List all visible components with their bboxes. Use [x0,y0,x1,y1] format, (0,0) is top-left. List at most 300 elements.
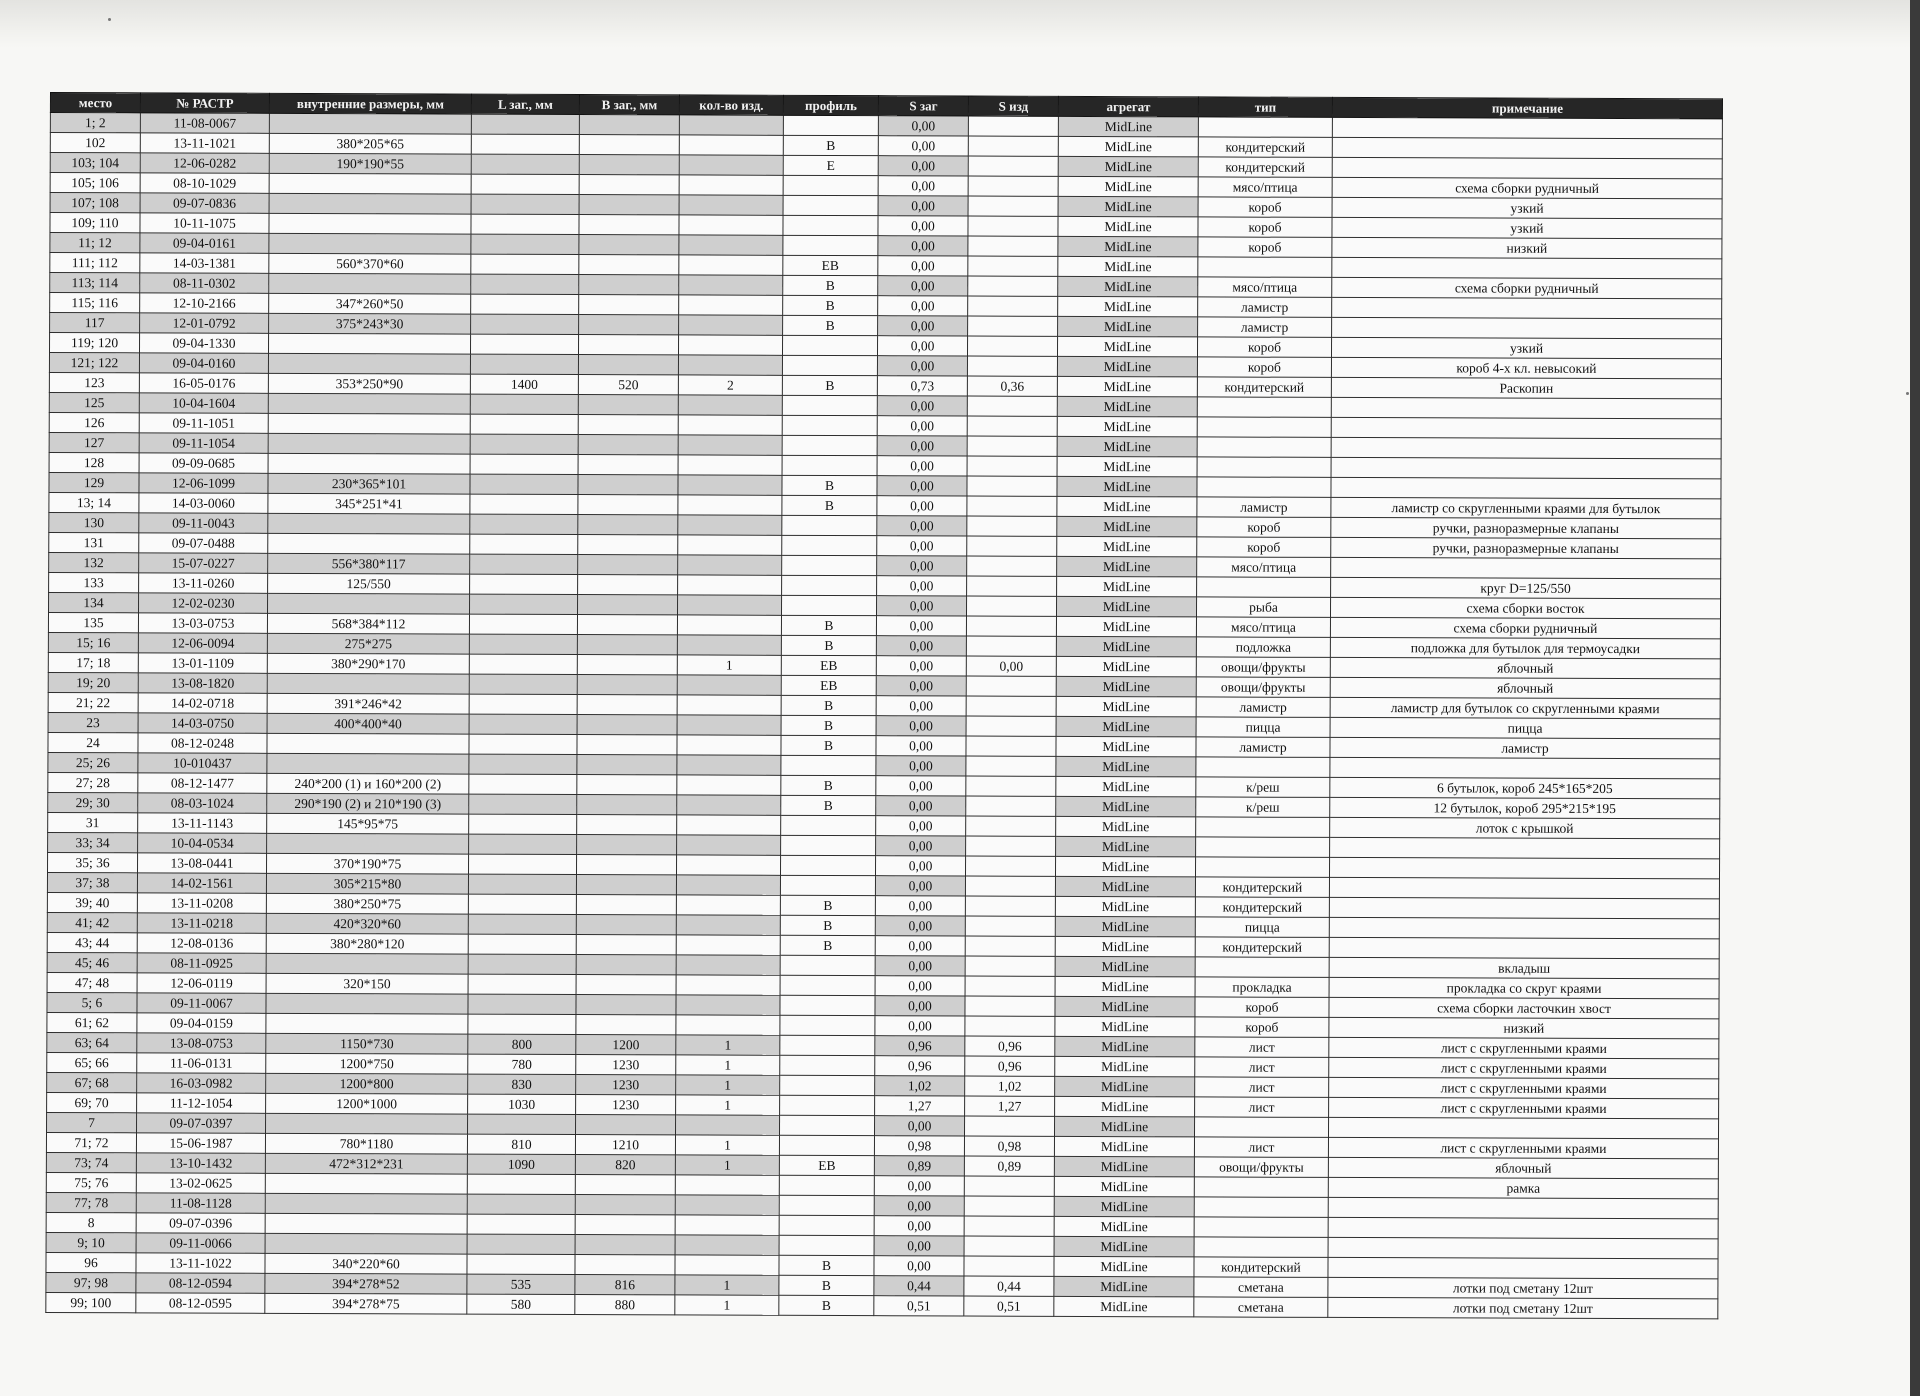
cell-type: сметана [1194,1297,1328,1318]
cell-unit: MidLine [1056,636,1196,657]
cell-note: круг D=125/550 [1331,577,1721,598]
cell-profile [782,395,877,415]
cell-unit: MidLine [1054,1116,1194,1137]
cell-rastr-number: 12-06-0282 [140,153,269,173]
cell-s-product [967,436,1057,456]
cell-type [1195,957,1329,978]
cell-profile [782,335,877,355]
cell-b-blank [579,115,679,135]
cell-unit: MidLine [1057,396,1197,417]
cell-s-blank: 0,00 [876,636,966,656]
cell-type [1196,817,1330,838]
cell-unit: MidLine [1058,136,1198,157]
cell-note: лоток с крышкой [1330,817,1720,838]
cell-l-blank: 780 [468,1054,576,1074]
cell-profile [781,595,876,615]
cell-place: 25; 26 [48,752,138,772]
cell-b-blank [579,235,679,255]
cell-inner-size [268,513,470,534]
cell-profile [780,1035,875,1055]
cell-place: 107; 108 [50,193,140,213]
cell-type: лист [1195,1077,1329,1098]
cell-s-product [965,856,1055,876]
cell-s-product [966,716,1056,736]
cell-quantity [679,115,783,135]
cell-l-blank [468,894,576,914]
cell-profile [783,195,878,215]
cell-unit: MidLine [1058,176,1198,197]
cell-inner-size: 780*1180 [265,1133,467,1154]
cell-unit: MidLine [1054,1196,1194,1217]
cell-type [1198,117,1332,138]
cell-note [1331,477,1721,498]
cell-inner-size: 230*365*101 [268,473,470,494]
cell-note: ламистр для бутылок со скругленными краями [1330,697,1720,718]
cell-s-blank: 0,00 [878,116,968,136]
cell-b-blank: 1230 [576,1055,676,1075]
cell-s-blank: 0,00 [874,1256,964,1276]
cell-s-blank: 0,00 [875,916,965,936]
cell-type: короб [1195,1017,1329,1038]
cell-type: короб [1195,997,1329,1018]
cell-profile [782,575,877,595]
column-header: S изд [968,96,1058,116]
cell-type [1194,1237,1328,1258]
cell-b-blank [578,355,678,375]
cell-quantity: 2 [678,375,782,395]
cell-s-blank: 1,27 [875,1096,965,1116]
cell-place: 130 [49,512,139,532]
cell-l-blank [471,114,579,134]
cell-note [1332,317,1722,338]
cell-s-blank: 0,00 [877,556,967,576]
cell-s-blank: 0,00 [875,976,965,996]
cell-rastr-number: 13-11-0208 [137,893,266,913]
cell-b-blank [576,855,676,875]
cell-b-blank [577,835,677,855]
cell-note [1329,917,1719,938]
cell-unit: MidLine [1054,1256,1194,1277]
cell-s-product [966,776,1056,796]
cell-s-product: 0,98 [964,1136,1054,1156]
cell-s-product [965,916,1055,936]
cell-inner-size [268,413,470,434]
cell-s-product [964,1236,1054,1256]
cell-b-blank [575,1255,675,1275]
cell-note [1332,117,1722,138]
cell-unit: MidLine [1057,356,1197,377]
cell-profile: B [781,715,876,735]
cell-b-blank [576,1115,676,1135]
cell-s-blank: 0,96 [875,1036,965,1056]
cell-inner-size [265,1193,467,1214]
cell-s-product [968,296,1058,316]
cell-unit: MidLine [1056,696,1196,717]
cell-b-blank [579,255,679,275]
cell-inner-size: 190*190*55 [269,153,471,174]
cell-quantity: 1 [676,1035,780,1055]
cell-b-blank [578,555,678,575]
cell-s-product [967,516,1057,536]
cell-quantity [677,615,781,635]
cell-unit: MidLine [1055,856,1195,877]
cell-s-product [967,356,1057,376]
cell-l-blank: 1090 [467,1154,575,1174]
cell-type: ламистр [1198,317,1332,338]
cell-unit: MidLine [1054,1156,1194,1177]
cell-profile: B [781,695,876,715]
cell-inner-size [268,433,470,454]
cell-quantity [678,435,782,455]
column-header: примечание [1332,97,1722,118]
cell-type [1197,417,1331,438]
cell-quantity [679,295,783,315]
cell-inner-size: 305*215*80 [266,873,468,894]
cell-quantity [676,875,780,895]
cell-quantity: 1 [676,1095,780,1115]
cell-inner-size: 1200*750 [266,1053,468,1074]
cell-s-blank: 0,89 [874,1156,964,1176]
cell-b-blank [578,395,678,415]
data-table [45,92,1723,1319]
cell-unit: MidLine [1058,156,1198,177]
cell-s-blank: 0,00 [878,296,968,316]
cell-inner-size [268,393,470,414]
cell-l-blank [470,354,578,374]
cell-type [1196,757,1330,778]
cell-b-blank [576,1015,676,1035]
cell-s-product [964,1196,1054,1216]
cell-unit: MidLine [1058,316,1198,337]
cell-profile: B [782,375,877,395]
cell-b-blank [577,735,677,755]
cell-unit: MidLine [1058,256,1198,277]
cell-s-blank: 0,00 [876,616,966,636]
cell-profile: B [781,615,876,635]
cell-unit: MidLine [1055,936,1195,957]
cell-b-blank [577,715,677,735]
cell-b-blank [578,515,678,535]
cell-place: 131 [49,532,139,552]
cell-b-blank: 880 [575,1295,675,1315]
cell-unit: MidLine [1055,956,1195,977]
cell-profile [780,875,875,895]
cell-note: пицца [1330,717,1720,738]
cell-inner-size [267,753,469,774]
cell-profile [779,1215,874,1235]
cell-type: подложка [1196,637,1330,658]
cell-profile: B [782,495,877,515]
cell-place: 115; 116 [50,293,140,313]
cell-type [1197,457,1331,478]
cell-s-blank: 0,00 [878,156,968,176]
cell-b-blank: 1230 [576,1075,676,1095]
cell-place: 37; 38 [47,872,137,892]
cell-rastr-number: 10-11-1075 [140,213,269,233]
cell-inner-size: 353*250*90 [268,373,470,394]
cell-quantity [677,695,781,715]
cell-s-product [967,456,1057,476]
cell-type: ламистр [1198,297,1332,318]
cell-rastr-number: 10-010437 [138,753,267,773]
cell-profile: B [783,315,878,335]
cell-s-product [966,836,1056,856]
cell-quantity [678,415,782,435]
cell-unit: MidLine [1055,1056,1195,1077]
column-header: агрегат [1058,96,1198,117]
cell-s-product [966,816,1056,836]
cell-inner-size: 472*312*231 [265,1153,467,1174]
cell-unit: MidLine [1057,476,1197,497]
cell-unit: MidLine [1057,436,1197,457]
cell-type: мясо/птица [1196,617,1330,638]
cell-s-blank: 0,00 [877,456,967,476]
cell-unit: MidLine [1055,1016,1195,1037]
cell-note: вкладыш [1329,957,1719,978]
cell-quantity: 1 [676,1075,780,1095]
cell-place: 33; 34 [48,832,138,852]
cell-s-product [967,496,1057,516]
cell-s-blank: 0,00 [878,316,968,336]
cell-note: 12 бутылок, короб 295*215*195 [1330,797,1720,818]
cell-inner-size [269,213,471,234]
cell-l-blank [467,1214,575,1234]
cell-b-blank [576,915,676,935]
cell-s-blank: 0,00 [876,776,966,796]
cell-quantity [678,335,782,355]
cell-l-blank [467,1254,575,1274]
cell-b-blank [577,635,677,655]
cell-inner-size: 420*320*60 [266,913,468,934]
cell-s-blank: 0,00 [874,1236,964,1256]
cell-b-blank [578,495,678,515]
cell-unit: MidLine [1056,816,1196,837]
cell-type: короб [1197,537,1331,558]
cell-note: узкий [1332,197,1722,218]
cell-b-blank [578,535,678,555]
cell-unit: MidLine [1055,1096,1195,1117]
cell-quantity [677,835,781,855]
cell-type [1194,1117,1328,1138]
cell-s-blank: 0,00 [876,756,966,776]
cell-unit: MidLine [1057,536,1197,557]
column-header: внутренние размеры, мм [269,93,471,114]
cell-type: кондитерский [1195,897,1329,918]
cell-profile: B [780,895,875,915]
cell-rastr-number: 12-08-0136 [137,933,266,953]
cell-profile [780,855,875,875]
cell-note [1330,757,1720,778]
cell-unit: MidLine [1055,896,1195,917]
cell-profile [780,975,875,995]
cell-rastr-number: 13-08-0753 [137,1033,266,1053]
cell-inner-size: 345*251*41 [268,493,470,514]
cell-rastr-number: 15-06-1987 [136,1133,265,1153]
cell-rastr-number: 09-04-0161 [140,233,269,253]
cell-type: короб [1198,217,1332,238]
cell-inner-size [267,673,469,694]
cell-place: 45; 46 [47,952,137,972]
cell-unit: MidLine [1058,276,1198,297]
cell-s-blank: 0,00 [876,796,966,816]
cell-l-blank [469,774,577,794]
cell-quantity [677,735,781,755]
cell-b-blank [576,875,676,895]
cell-inner-size: 560*370*60 [269,253,471,274]
cell-s-blank: 0,00 [875,856,965,876]
cell-l-blank [468,994,576,1014]
cell-b-blank: 1230 [576,1095,676,1115]
cell-s-product [966,736,1056,756]
cell-type: короб [1197,357,1331,378]
cell-b-blank: 520 [578,375,678,395]
cell-rastr-number: 08-11-0925 [137,953,266,973]
cell-note: яблочный [1330,677,1720,698]
cell-s-product: 0,89 [964,1156,1054,1176]
cell-s-product [967,476,1057,496]
cell-rastr-number: 09-11-0043 [139,513,268,533]
cell-quantity [677,755,781,775]
cell-note: лотки под сметану 12шт [1328,1297,1718,1318]
cell-quantity [677,675,781,695]
cell-s-product [965,1016,1055,1036]
cell-s-product [967,536,1057,556]
cell-profile: B [779,1275,874,1295]
cell-s-product [968,316,1058,336]
cell-unit: MidLine [1056,756,1196,777]
cell-s-blank: 0,00 [876,676,966,696]
cell-rastr-number: 12-06-0094 [138,633,267,653]
cell-place: 24 [48,732,138,752]
cell-inner-size: 1150*730 [266,1033,468,1054]
cell-l-blank [470,414,578,434]
cell-rastr-number: 13-10-1432 [136,1153,265,1173]
cell-s-blank: 0,00 [877,396,967,416]
cell-type: кондитерский [1195,877,1329,898]
cell-l-blank [469,754,577,774]
scan-speck [108,18,111,21]
cell-unit: MidLine [1054,1136,1194,1157]
cell-type: сметана [1194,1277,1328,1298]
cell-b-blank [578,335,678,355]
cell-b-blank [579,155,679,175]
cell-rastr-number: 09-04-0160 [139,353,268,373]
cell-l-blank [471,134,579,154]
cell-unit: MidLine [1056,736,1196,757]
cell-b-blank [579,135,679,155]
cell-type: овощи/фрукты [1194,1157,1328,1178]
cell-s-blank: 0,00 [878,256,968,276]
cell-s-product: 0,44 [964,1276,1054,1296]
cell-quantity: 1 [677,655,781,675]
cell-quantity [676,995,780,1015]
cell-s-blank: 0,00 [877,436,967,456]
cell-place: 123 [49,372,139,392]
cell-place: 134 [49,592,139,612]
cell-l-blank [471,174,579,194]
cell-type: овощи/фрукты [1196,677,1330,698]
cell-type: к/реш [1196,777,1330,798]
cell-b-blank [576,935,676,955]
cell-s-product [965,956,1055,976]
cell-place: 126 [49,412,139,432]
column-header: тип [1198,97,1332,118]
cell-unit: MidLine [1056,796,1196,817]
cell-profile: B [781,735,876,755]
cell-place: 13; 14 [49,492,139,512]
cell-unit: MidLine [1055,1036,1195,1057]
cell-note [1332,157,1722,178]
cell-note: Раскопин [1331,377,1721,398]
cell-profile: B [781,775,876,795]
cell-quantity [677,775,781,795]
cell-s-blank: 0,00 [877,336,967,356]
cell-s-blank: 0,00 [876,656,966,676]
cell-inner-size [267,593,469,614]
cell-s-product [968,156,1058,176]
cell-s-product: 0,36 [967,376,1057,396]
cell-inner-size: 380*250*75 [266,893,468,914]
cell-l-blank [467,1234,575,1254]
cell-place: 102 [50,133,140,153]
cell-inner-size [265,1213,467,1234]
cell-note [1331,397,1721,418]
cell-note [1328,1237,1718,1258]
cell-quantity [679,155,783,175]
cell-rastr-number: 09-07-0396 [136,1213,265,1233]
cell-rastr-number: 13-02-0625 [136,1173,265,1193]
cell-place: 125 [49,392,139,412]
cell-unit: MidLine [1055,976,1195,997]
cell-type [1197,477,1331,498]
cell-inner-size [266,993,468,1014]
cell-b-blank [577,695,677,715]
cell-inner-size: 375*243*30 [269,313,471,334]
cell-note: лист с скругленными краями [1329,1097,1719,1118]
cell-note: схема сборки рудничный [1332,177,1722,198]
cell-l-blank [467,1174,575,1194]
cell-place: 99; 100 [46,1292,136,1312]
cell-unit: MidLine [1057,376,1197,397]
cell-place: 65; 66 [47,1052,137,1072]
cell-quantity [676,955,780,975]
cell-note: низкий [1329,1017,1719,1038]
cell-type: ламистр [1196,737,1330,758]
cell-note [1329,897,1719,918]
cell-s-blank: 0,00 [876,816,966,836]
cell-type [1197,437,1331,458]
cell-b-blank [578,455,678,475]
cell-place: 119; 120 [49,333,139,353]
cell-note: схема сборки ласточкин хвост [1329,997,1719,1018]
cell-note [1332,257,1722,278]
cell-place: 8 [46,1212,136,1232]
cell-s-product [968,176,1058,196]
cell-note [1329,877,1719,898]
cell-rastr-number: 13-01-1109 [138,653,267,673]
cell-s-blank: 0,96 [875,1056,965,1076]
cell-quantity [677,595,781,615]
cell-unit: MidLine [1056,836,1196,857]
cell-l-blank [468,874,576,894]
cell-place: 21; 22 [48,692,138,712]
cell-l-blank: 1030 [468,1094,576,1114]
cell-note: лотки под сметану 12шт [1328,1277,1718,1298]
cell-type: кондитерский [1194,1257,1328,1278]
cell-s-blank: 0,00 [876,836,966,856]
cell-inner-size [269,113,471,134]
cell-rastr-number: 13-08-1820 [138,673,267,693]
